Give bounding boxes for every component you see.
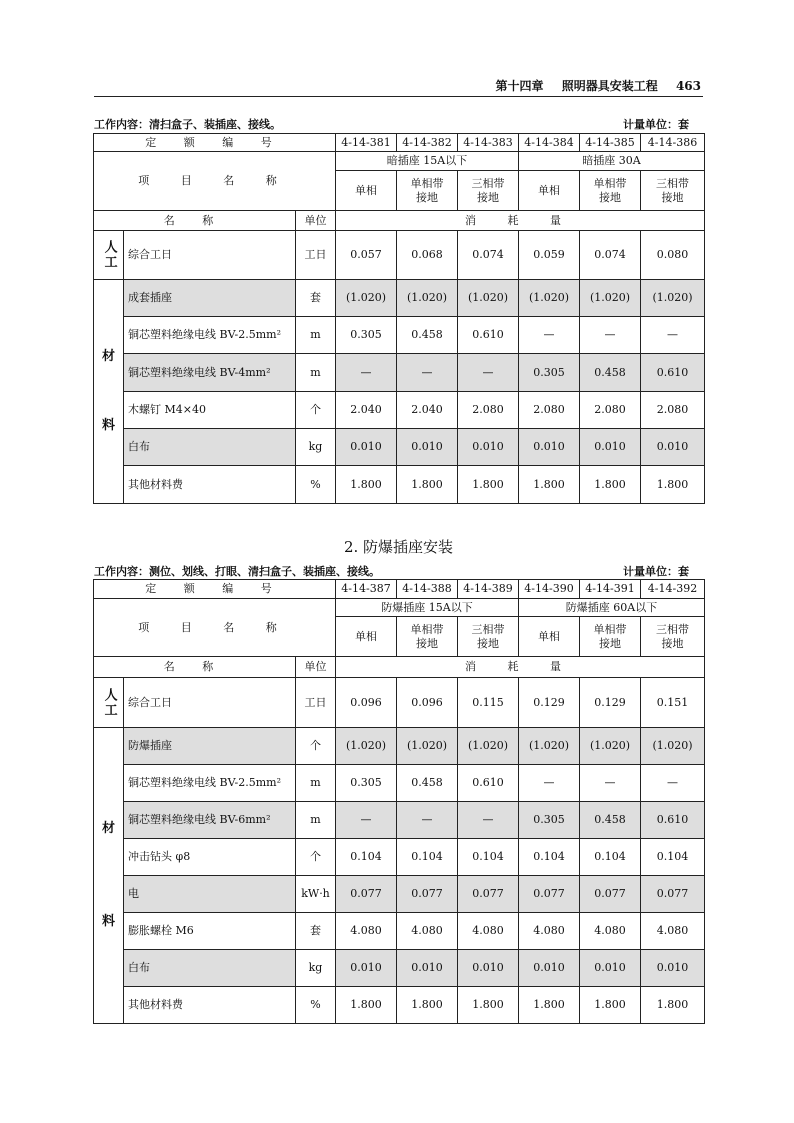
- consumption-header: 消 耗 量: [336, 211, 705, 231]
- quota-code: 4-14-387: [336, 580, 397, 599]
- quota-code: 4-14-382: [397, 134, 458, 152]
- material-unit: kW·h: [296, 876, 336, 913]
- material-name: 电: [124, 876, 296, 913]
- quota-value: 0.010: [580, 429, 641, 466]
- quota-value: 0.096: [336, 678, 397, 728]
- quota-value: 0.104: [336, 839, 397, 876]
- quota-value: 1.800: [641, 466, 705, 504]
- category-labor: 人工: [94, 678, 124, 728]
- quota-value: 0.458: [397, 765, 458, 802]
- name-column-header: 名 称: [94, 211, 296, 231]
- quota-value: (1.020): [458, 728, 519, 765]
- quota-value: 0.104: [397, 839, 458, 876]
- quota-value: —: [397, 354, 458, 392]
- sub-header: 三相带 接地: [641, 171, 705, 211]
- quota-value: 0.458: [397, 317, 458, 354]
- material-unit: kg: [296, 429, 336, 466]
- sub-header: 单相带 接地: [397, 617, 458, 657]
- quota-value: 0.074: [458, 231, 519, 280]
- category-char: 料: [101, 417, 115, 433]
- quota-code: 4-14-385: [580, 134, 641, 152]
- quota-value: 0.077: [458, 876, 519, 913]
- quota-value: (1.020): [336, 280, 397, 317]
- quota-value: 0.305: [336, 765, 397, 802]
- quota-value: (1.020): [397, 728, 458, 765]
- material-unit: 套: [296, 280, 336, 317]
- material-name: 木螺钉 M4×40: [124, 392, 296, 429]
- quota-value: 0.010: [458, 950, 519, 987]
- sub-header: 单相带 接地: [580, 617, 641, 657]
- unit-column-header: 单位: [296, 211, 336, 231]
- sub-header: 三相带 接地: [458, 171, 519, 211]
- item-name-header: 项 目 名 称: [94, 152, 336, 211]
- quota-value: 0.077: [397, 876, 458, 913]
- quota-value: 4.080: [519, 913, 580, 950]
- material-unit: m: [296, 802, 336, 839]
- quota-value: —: [641, 317, 705, 354]
- quota-code: 4-14-389: [458, 580, 519, 599]
- quota-value: 2.040: [336, 392, 397, 429]
- quota-value: 0.059: [519, 231, 580, 280]
- quota-value: 4.080: [336, 913, 397, 950]
- quota-value: (1.020): [580, 280, 641, 317]
- quota-value: 4.080: [397, 913, 458, 950]
- unit-column-header: 单位: [296, 657, 336, 678]
- material-name: 铜芯塑料绝缘电线 BV-6mm²: [124, 802, 296, 839]
- sub-header: 单相带 接地: [580, 171, 641, 211]
- material-name: 白布: [124, 429, 296, 466]
- quota-value: (1.020): [336, 728, 397, 765]
- quota-value: (1.020): [397, 280, 458, 317]
- quota-value: 0.057: [336, 231, 397, 280]
- material-unit: m: [296, 354, 336, 392]
- quota-number-label: 定 额 编 号: [94, 580, 336, 599]
- quota-value: 0.077: [519, 876, 580, 913]
- quota-value: 0.074: [580, 231, 641, 280]
- material-name: 铜芯塑料绝缘电线 BV-4mm²: [124, 354, 296, 392]
- quota-value: 0.610: [458, 317, 519, 354]
- material-name: 白布: [124, 950, 296, 987]
- quota-value: 0.129: [580, 678, 641, 728]
- material-name: 铜芯塑料绝缘电线 BV-2.5mm²: [124, 765, 296, 802]
- sub-header: 单相: [336, 617, 397, 657]
- material-name: 膨胀螺栓 M6: [124, 913, 296, 950]
- material-unit: 个: [296, 728, 336, 765]
- page-header: [94, 72, 703, 97]
- work-content-text: 工作内容：清扫盒子、装插座、接线。: [94, 118, 281, 131]
- quota-table-1: [93, 133, 705, 504]
- quota-value: 4.080: [458, 913, 519, 950]
- quota-value: 1.800: [580, 466, 641, 504]
- group-header: 防爆插座 15A以下: [336, 599, 519, 617]
- work-content-1: [94, 116, 703, 132]
- work-content-2: [94, 563, 703, 579]
- quota-value: 0.010: [641, 429, 705, 466]
- quota-value: —: [458, 802, 519, 839]
- measure-unit: 计量单位：套: [623, 565, 689, 578]
- page-number: 463: [675, 79, 701, 93]
- sub-header: 单相: [519, 617, 580, 657]
- quota-code: 4-14-381: [336, 134, 397, 152]
- category-char: 料: [101, 913, 115, 929]
- material-name: 铜芯塑料绝缘电线 BV-2.5mm²: [124, 317, 296, 354]
- material-name: 冲击钻头 φ8: [124, 839, 296, 876]
- quota-value: 1.800: [397, 987, 458, 1024]
- quota-value: —: [336, 802, 397, 839]
- quota-value: 0.610: [641, 354, 705, 392]
- quota-value: 0.077: [336, 876, 397, 913]
- material-unit: %: [296, 466, 336, 504]
- quota-code: 4-14-386: [641, 134, 705, 152]
- quota-value: —: [397, 802, 458, 839]
- quota-value: 0.077: [580, 876, 641, 913]
- quota-value: (1.020): [458, 280, 519, 317]
- material-unit: %: [296, 987, 336, 1024]
- category-materials: [94, 728, 124, 1024]
- quota-value: 0.010: [580, 950, 641, 987]
- quota-value: 1.800: [458, 987, 519, 1024]
- quota-value: 0.010: [641, 950, 705, 987]
- item-name: 综合工日: [124, 231, 296, 280]
- quota-code: 4-14-388: [397, 580, 458, 599]
- quota-value: 0.104: [458, 839, 519, 876]
- quota-value: 0.010: [519, 429, 580, 466]
- quota-value: 1.800: [580, 987, 641, 1024]
- group-header: 防爆插座 60A以下: [519, 599, 705, 617]
- quota-value: 0.010: [397, 429, 458, 466]
- quota-value: 1.800: [397, 466, 458, 504]
- quota-value: 0.129: [519, 678, 580, 728]
- quota-value: 0.305: [336, 317, 397, 354]
- quota-value: —: [580, 765, 641, 802]
- consumption-header: 消 耗 量: [336, 657, 705, 678]
- quota-value: 1.800: [519, 987, 580, 1024]
- material-unit: 个: [296, 392, 336, 429]
- item-name-header: 项 目 名 称: [94, 599, 336, 657]
- category-char: 材: [101, 349, 115, 365]
- measure-unit: 计量单位：套: [623, 118, 689, 131]
- quota-value: 0.305: [519, 354, 580, 392]
- quota-value: (1.020): [580, 728, 641, 765]
- quota-value: —: [458, 354, 519, 392]
- quota-value: 4.080: [580, 913, 641, 950]
- quota-code: 4-14-392: [641, 580, 705, 599]
- quota-value: 0.010: [336, 429, 397, 466]
- quota-value: (1.020): [641, 728, 705, 765]
- material-unit: m: [296, 317, 336, 354]
- sub-header: 三相带 接地: [458, 617, 519, 657]
- material-name: 其他材料费: [124, 987, 296, 1024]
- sub-header: 单相带 接地: [397, 171, 458, 211]
- category-char: 材: [101, 821, 115, 837]
- quota-value: 1.800: [336, 987, 397, 1024]
- quota-value: 0.080: [641, 231, 705, 280]
- quota-code: 4-14-383: [458, 134, 519, 152]
- quota-value: —: [641, 765, 705, 802]
- material-unit: 个: [296, 839, 336, 876]
- quota-value: 2.080: [458, 392, 519, 429]
- quota-value: 1.800: [641, 987, 705, 1024]
- quota-value: (1.020): [641, 280, 705, 317]
- item-unit: 工日: [296, 678, 336, 728]
- quota-value: 2.080: [519, 392, 580, 429]
- quota-value: —: [519, 765, 580, 802]
- sub-header: 单相: [519, 171, 580, 211]
- category-materials: [94, 280, 124, 504]
- category-labor: 人工: [94, 231, 124, 280]
- quota-value: (1.020): [519, 280, 580, 317]
- quota-value: —: [519, 317, 580, 354]
- quota-value: 0.010: [519, 950, 580, 987]
- quota-code: 4-14-384: [519, 134, 580, 152]
- quota-value: 0.305: [519, 802, 580, 839]
- quota-value: 2.080: [580, 392, 641, 429]
- section-title: 2. 防爆插座安装: [343, 538, 454, 556]
- quota-value: 0.096: [397, 678, 458, 728]
- quota-value: 1.800: [336, 466, 397, 504]
- item-unit: 工日: [296, 231, 336, 280]
- quota-value: 0.104: [641, 839, 705, 876]
- quota-value: —: [336, 354, 397, 392]
- sub-header: 单相: [336, 171, 397, 211]
- quota-value: 2.040: [397, 392, 458, 429]
- quota-value: 0.010: [336, 950, 397, 987]
- quota-value: (1.020): [519, 728, 580, 765]
- quota-value: 0.151: [641, 678, 705, 728]
- name-column-header: 名 称: [94, 657, 296, 678]
- chapter-label: 第十四章: [495, 79, 544, 93]
- work-content-text: 工作内容：测位、划线、打眼、清扫盒子、装插座、接线。: [94, 565, 380, 578]
- material-name: 防爆插座: [124, 728, 296, 765]
- quota-value: 0.610: [641, 802, 705, 839]
- quota-code: 4-14-390: [519, 580, 580, 599]
- chapter-title: 照明器具安装工程: [561, 79, 658, 93]
- sub-header: 三相带 接地: [641, 617, 705, 657]
- quota-value: 0.077: [641, 876, 705, 913]
- material-name: 成套插座: [124, 280, 296, 317]
- quota-value: 1.800: [519, 466, 580, 504]
- quota-value: 0.610: [458, 765, 519, 802]
- quota-value: —: [580, 317, 641, 354]
- quota-table-2: [93, 579, 705, 1024]
- quota-value: 4.080: [641, 913, 705, 950]
- quota-value: 0.010: [458, 429, 519, 466]
- quota-number-label: 定 额 编 号: [94, 134, 336, 152]
- quota-value: 0.068: [397, 231, 458, 280]
- quota-value: 0.010: [397, 950, 458, 987]
- material-unit: kg: [296, 950, 336, 987]
- quota-value: 0.458: [580, 802, 641, 839]
- quota-value: 1.800: [458, 466, 519, 504]
- quota-code: 4-14-391: [580, 580, 641, 599]
- quota-value: 2.080: [641, 392, 705, 429]
- group-header: 暗插座 30A: [519, 152, 705, 171]
- quota-value: 0.104: [580, 839, 641, 876]
- item-name: 综合工日: [124, 678, 296, 728]
- material-unit: m: [296, 765, 336, 802]
- group-header: 暗插座 15A以下: [336, 152, 519, 171]
- quota-value: 0.104: [519, 839, 580, 876]
- quota-value: 0.458: [580, 354, 641, 392]
- material-name: 其他材料费: [124, 466, 296, 504]
- material-unit: 套: [296, 913, 336, 950]
- quota-value: 0.115: [458, 678, 519, 728]
